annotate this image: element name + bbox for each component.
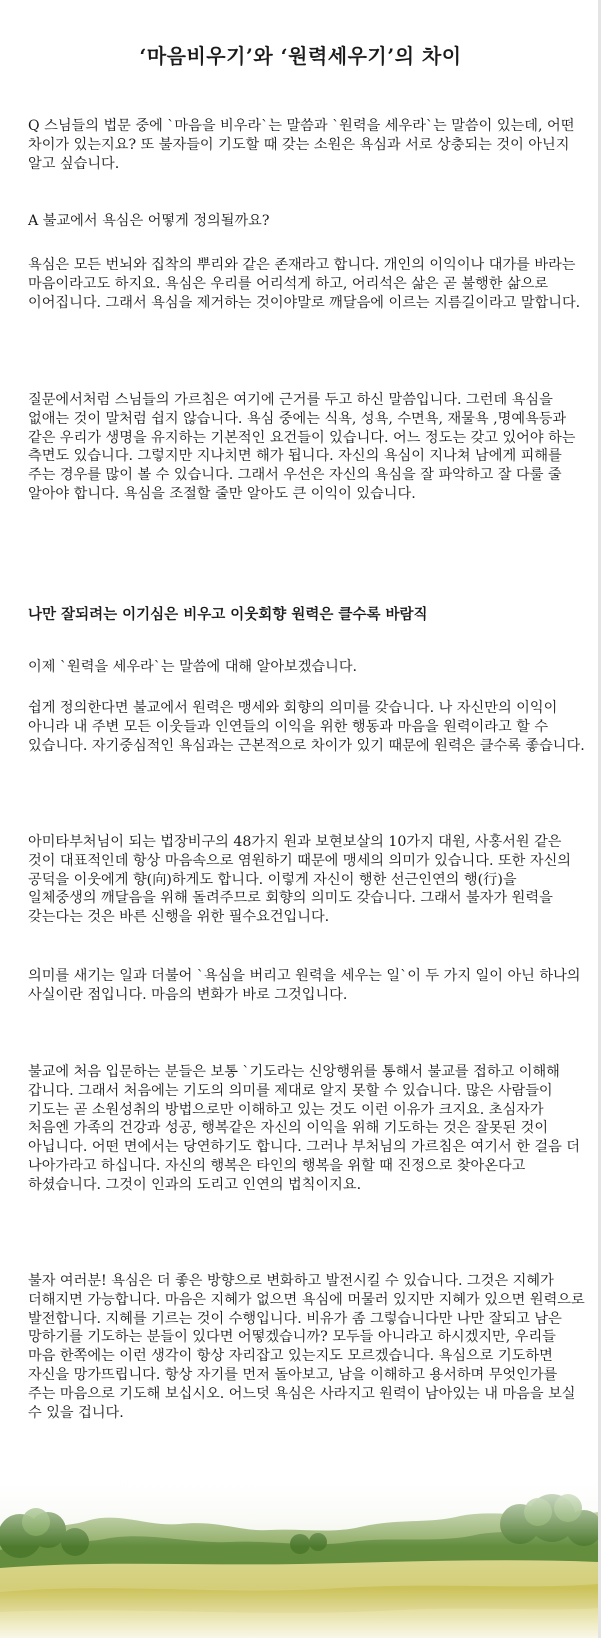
question-paragraph: Q 스님들의 법문 중에 `마음을 비우라`는 말씀과 `원력을 세우라`는 말씀이 있는데, 어떤 차이가 있는지요? 또 불자들이 기도할 때 갖는 소원은 욕심과 서로 상충되는 것이 아닌지 알고 싶습니다. — [28, 118, 575, 172]
article-title: ‘마음비우기’와 ‘원력세우기’의 차이 — [139, 44, 462, 68]
paragraph-one-fact: 의미를 새기는 일과 더불어 `욕심을 버리고 원력을 세우는 일`이 두 가지 일이 아닌 하나의 사실이란 점입니다. 마음의 변화가 바로 그것입니다. — [28, 968, 581, 1003]
paragraph-controlling-greed: 질문에서처럼 스님들의 가르침은 여기에 근거를 두고 하신 말씀입니다. 그런데 욕심을 없애는 것이 말처럼 쉽지 않습니다. 욕심 중에는 식욕, 성욕, 수면욕, 재물욕 ,명예욕등과 같은 우리가 생명을 유지하는 기본적인 요건들이 있습니다. 어느 정도는 갖고 있어야 하는 측면도 있습니다. 그렇지만 지나치면 해가 됩니다. 자신의 욕심이 지나쳐 남에게 피해를 주는 경우를 많이 볼 수 있습니다. 그래서 우선은 자신의 욕심을 잘 파악하고 잘 다룰 줄 알아야 합니다. 욕심을 조절할 줄만 알아도 큰 이익이 있습니다. — [28, 392, 576, 502]
paragraph-great-vows: 아미타부처님이 되는 법장비구의 48가지 원과 보현보살의 10가지 대원, 사홍서원 같은 것이 대표적인데 항상 마음속으로 염원하기 때문에 맹세의 의미가 있습니다. 또한 자신의 공덕을 이웃에게 향(向)하게도 합니다. 이렇게 자신이 행한 선근인연의 행(行)을 일체중생의 깨달음을 위해 돌려주므로 회향의 의미도 갖습니다. 그래서 불자가 원력을 갖는다는 것은 바른 신행을 위한 필수요건입니다. — [28, 834, 571, 926]
paragraph-vow-intro: 이제 `원력을 세우라`는 말씀에 대해 알아보겠습니다. — [28, 659, 358, 675]
landscape-illustration — [0, 1472, 598, 1638]
paragraph-closing: 불자 여러분! 욕심은 더 좋은 방향으로 변화하고 발전시킬 수 있습니다. 그것은 지혜가 더해지면 가능합니다. 마음은 지혜가 없으면 욕심에 머물러 있지만 지혜가 있으면 원력으로 발전합니다. 지혜를 기르는 것이 수행입니다. 비유가 좀 그렇습니다만 나만 잘되고 남은 망하기를 기도하는 분들이 있다면 어떻겠습니까? 모두들 아니라고 하시겠지만, 우리들 마음 한쪽에는 이런 생각이 항상 자리잡고 있는지도 모르겠습니다. 욕심으로 기도하면 자신을 망가뜨립니다. 항상 자기를 먼저 돌아보고, 남을 이해하고 용서하며 무엇인가를 주는 마음으로 기도해 보십시오. 어느덧 욕심은 사라지고 원력이 남아있는 내 마음을 보실 수 있을 겁니다. — [28, 1273, 585, 1421]
paragraph-vow-definition: 쉽게 정의한다면 불교에서 원력은 맹세와 회향의 의미를 갖습니다. 나 자신만의 이익이 아니라 내 주변 모든 이웃들과 인연들의 이익을 위한 행동과 마음을 원력이라고 할 수 있습니다. 자기중심적인 욕심과는 근본적으로 차이가 있기 때문에 원력은 클수록 좋습니다. — [28, 700, 585, 754]
section-subheading: 나만 잘되려는 이기심은 비우고 이웃회향 원력은 클수록 바람직 — [28, 607, 428, 623]
paragraph-greed-definition: 욕심은 모든 번뇌와 집착의 뿌리와 같은 존재라고 합니다. 개인의 이익이나 대가를 바라는 마음이라고도 하지요. 욕심은 우리를 어리석게 하고, 어리석은 삶은 곧 불행한 삶으로 이어집니다. 그래서 욕심을 제거하는 것이야말로 깨달음에 이르는 지름길이라고 말합니다. — [28, 257, 581, 311]
paragraph-prayer: 불교에 처음 입문하는 분들은 보통 `기도라는 신앙행위를 통해서 불교를 접하고 이해해 갑니다. 그래서 처음에는 기도의 의미를 제대로 알지 못할 수 있습니다. 많은 사람들이 기도는 곧 소원성취의 방법으로만 이해하고 있는 것도 이런 이유가 크지요. 초심자가 처음엔 가족의 건강과 성공, 행복같은 자신의 이익을 위해 기도하는 것은 잘못된 것이 아닙니다. 어떤 면에서는 당연하기도 합니다. 그러나 부처님의 가르침은 여기서 한 걸음 더 나아가라고 하십니다. 자신의 행복은 타인의 행복을 위할 때 진정으로 찾아온다고 하셨습니다. 그것이 인과의 도리고 인연의 법칙이지요. — [28, 1064, 581, 1193]
answer-intro: A 불교에서 욕심은 어떻게 정의될까요? — [28, 213, 270, 229]
